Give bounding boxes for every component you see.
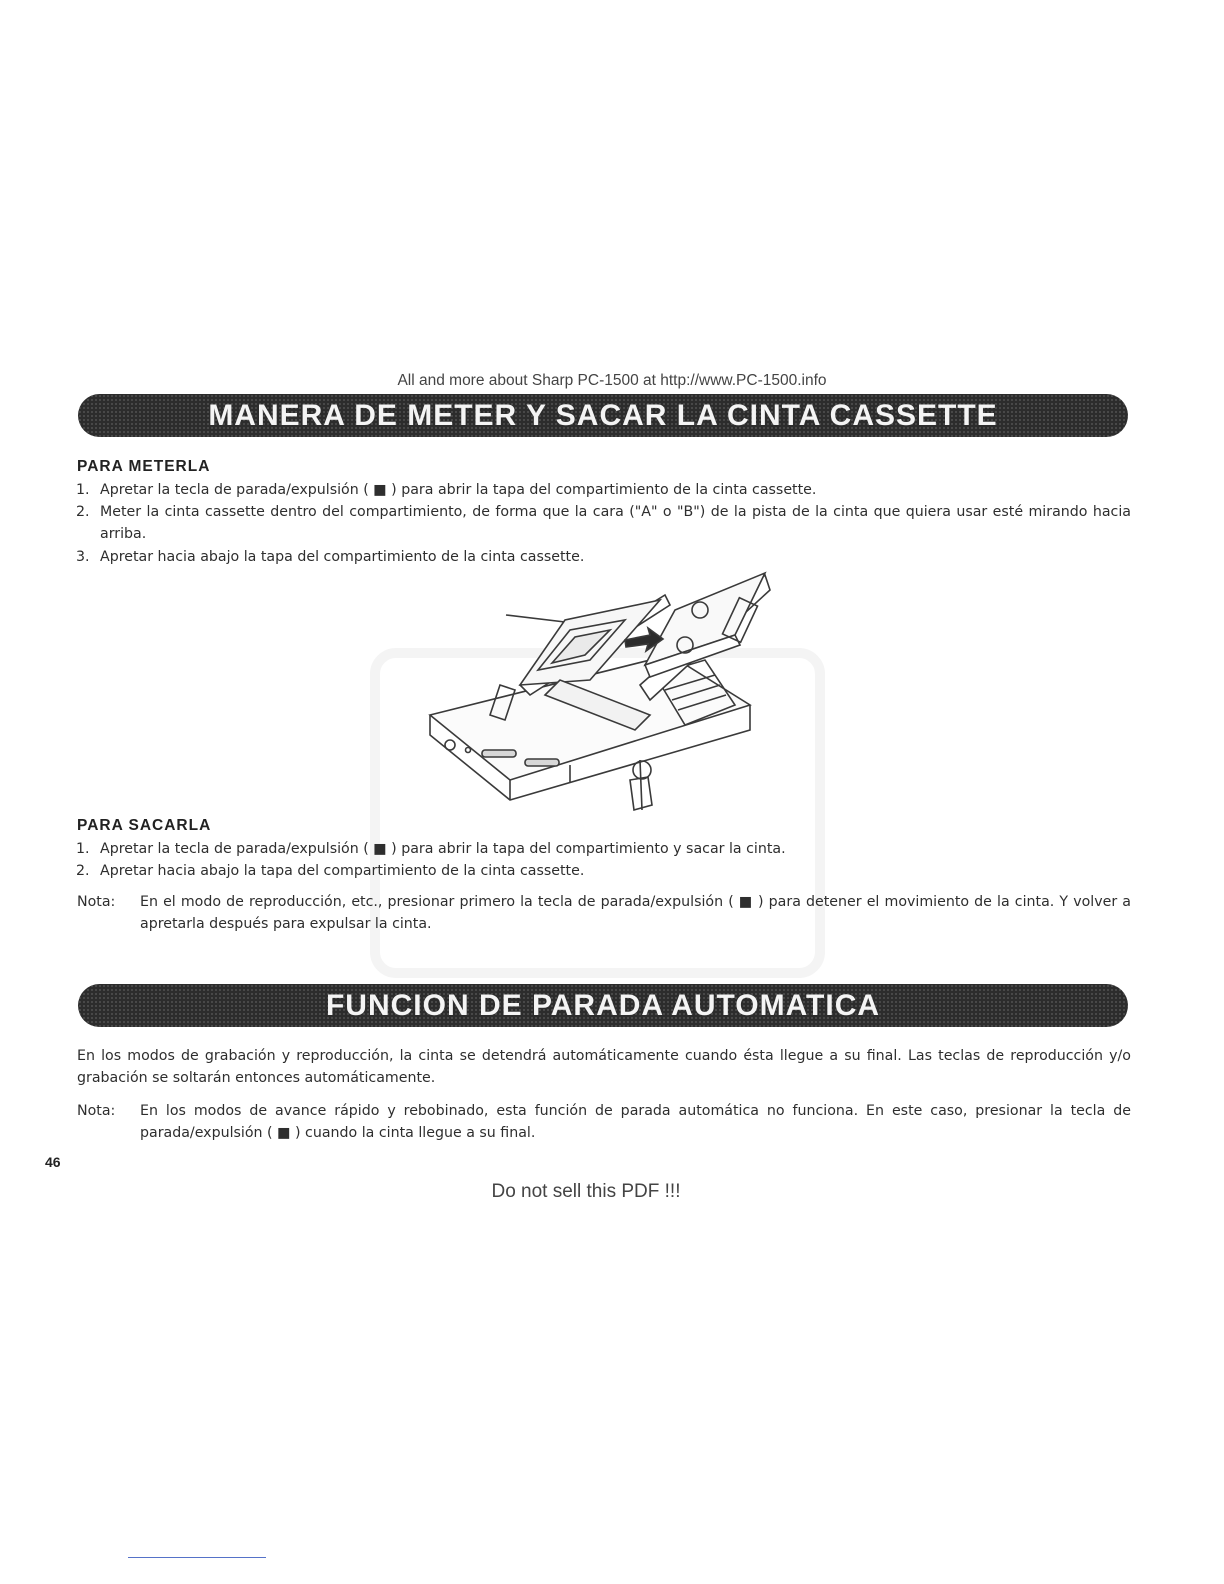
heading-remove: PARA SACARLA — [77, 817, 212, 834]
step-number: 2. — [76, 504, 90, 520]
page-number: 46 — [45, 1154, 61, 1170]
step-number: 1. — [76, 841, 90, 857]
heading-insert: PARA METERLA — [77, 458, 211, 475]
step-text: Apretar la tecla de parada/expulsión ( ■ ) para abrir la tapa del compartimiento y sacar la cinta. — [100, 841, 786, 857]
note-text: En los modos de avance rápido y rebobinado, esta función de parada automática no funciona. En este caso, presionar la tecla de parada/expulsión ( ■ ) cuando la cinta llegue a su final. — [140, 1103, 1131, 1141]
note-auto-stop — [77, 1100, 1131, 1144]
cassette-insertion-illustration — [420, 565, 820, 820]
section-title-auto-stop: FUNCION DE PARADA AUTOMATICA — [78, 984, 1128, 1027]
step-text: Meter la cinta cassette dentro del compartimiento, de forma que la cara ("A" o "B") de la pista de la cinta que quiera usar esté mirando hacia arriba. — [100, 504, 1131, 542]
site-watermark: All and more about Sharp PC-1500 at http://www.PC-1500.info — [397, 372, 827, 389]
step-number: 2. — [76, 863, 90, 879]
remove-step — [76, 838, 1131, 860]
step-text: Apretar hacia abajo la tapa del compartimiento de la cinta cassette. — [100, 549, 585, 565]
section-title-cassette: MANERA DE METER Y SACAR LA CINTA CASSETTE — [78, 394, 1128, 437]
footer-notice: Do not sell this PDF !!! — [491, 1181, 681, 1202]
note-label: Nota: — [77, 1103, 116, 1119]
step-text: Apretar la tecla de parada/expulsión ( ■ ) para abrir la tapa del compartimiento de la cinta cassette. — [100, 482, 817, 498]
insert-step — [76, 479, 1131, 501]
remove-step — [76, 860, 1131, 882]
step-number: 3. — [76, 549, 90, 565]
auto-stop-paragraph: En los modos de grabación y reproducción, la cinta se detendrá automáticamente cuando ésta llegue a su final. Las teclas de reproducción y/o grabación se soltarán entonces automáticamente. — [77, 1048, 1131, 1086]
note-text: En el modo de reproducción, etc., presionar primero la tecla de parada/expulsión ( ■ ) para detener el movimiento de la cinta. Y volver a apretarla después para expulsar la cinta. — [140, 894, 1131, 932]
insert-step — [76, 501, 1131, 545]
divider — [128, 1557, 266, 1558]
note-label: Nota: — [77, 894, 116, 910]
note-eject — [77, 891, 1131, 935]
step-text: Apretar hacia abajo la tapa del compartimiento de la cinta cassette. — [100, 863, 585, 879]
step-number: 1. — [76, 482, 90, 498]
